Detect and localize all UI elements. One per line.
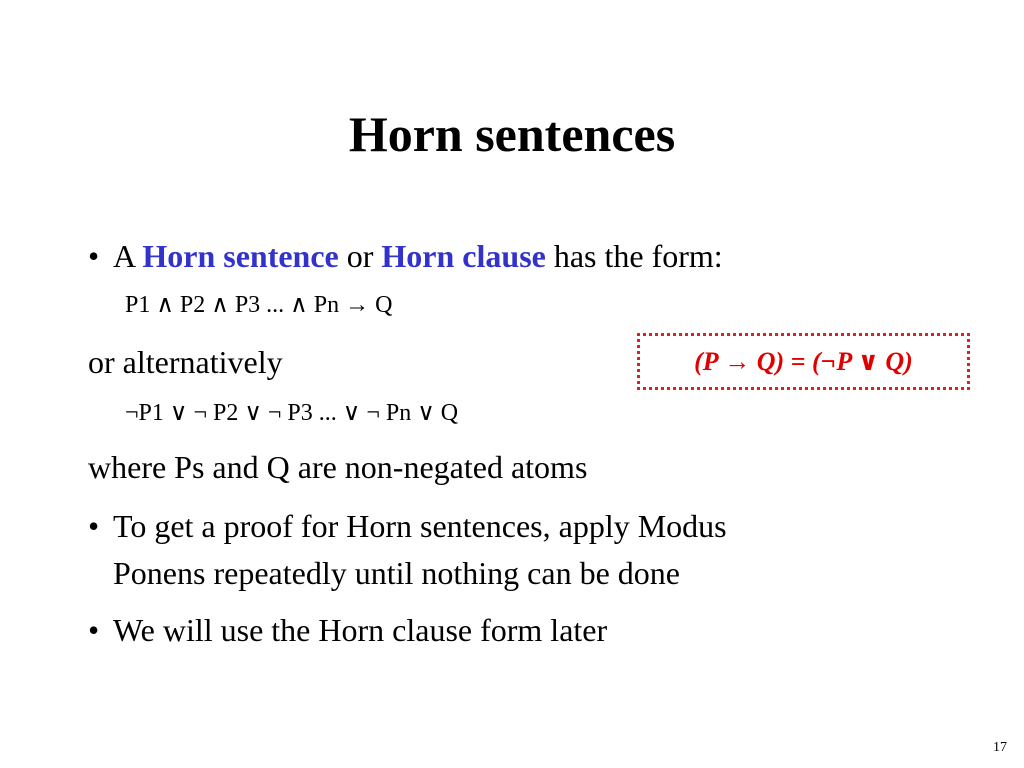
bullet-dot: • <box>88 612 100 648</box>
bullet-suffix: has the form: <box>545 238 723 274</box>
bullet-proof-continuation: Ponens repeatedly until nothing can be done <box>113 555 680 591</box>
bullet-later <box>88 610 607 650</box>
term-horn-sentence: Horn sentence <box>142 238 339 274</box>
alternative-text: or alternatively <box>88 344 283 380</box>
bullet-middle: or <box>338 238 382 274</box>
bullet-prefix: A <box>113 238 143 274</box>
formula-disjunction: ¬P1 ∨ ¬ P2 ∨ ¬ P3 ... ∨ ¬ Pn ∨ Q <box>125 400 459 426</box>
where-text: where Ps and Q are non-negated atoms <box>88 449 588 485</box>
slide-title: Horn sentences <box>348 106 676 162</box>
bullet-proof <box>88 506 727 546</box>
callout-formula: (P → Q) = (¬P ∨ Q) <box>694 346 913 376</box>
bullet-horn-definition <box>88 236 723 276</box>
bullet-dot: • <box>88 508 100 544</box>
bullet-proof-line1: To get a proof for Horn sentences, apply Modus <box>113 508 727 544</box>
formula-implication: P1 ∧ P2 ∧ P3 ... ∧ Pn → Q <box>125 292 393 318</box>
term-horn-clause: Horn clause <box>381 238 546 274</box>
page-number: 17 <box>993 740 1007 755</box>
bullet-dot: • <box>88 238 100 274</box>
bullet-later-text: We will use the Horn clause form later <box>113 612 608 648</box>
equivalence-callout <box>637 333 970 390</box>
